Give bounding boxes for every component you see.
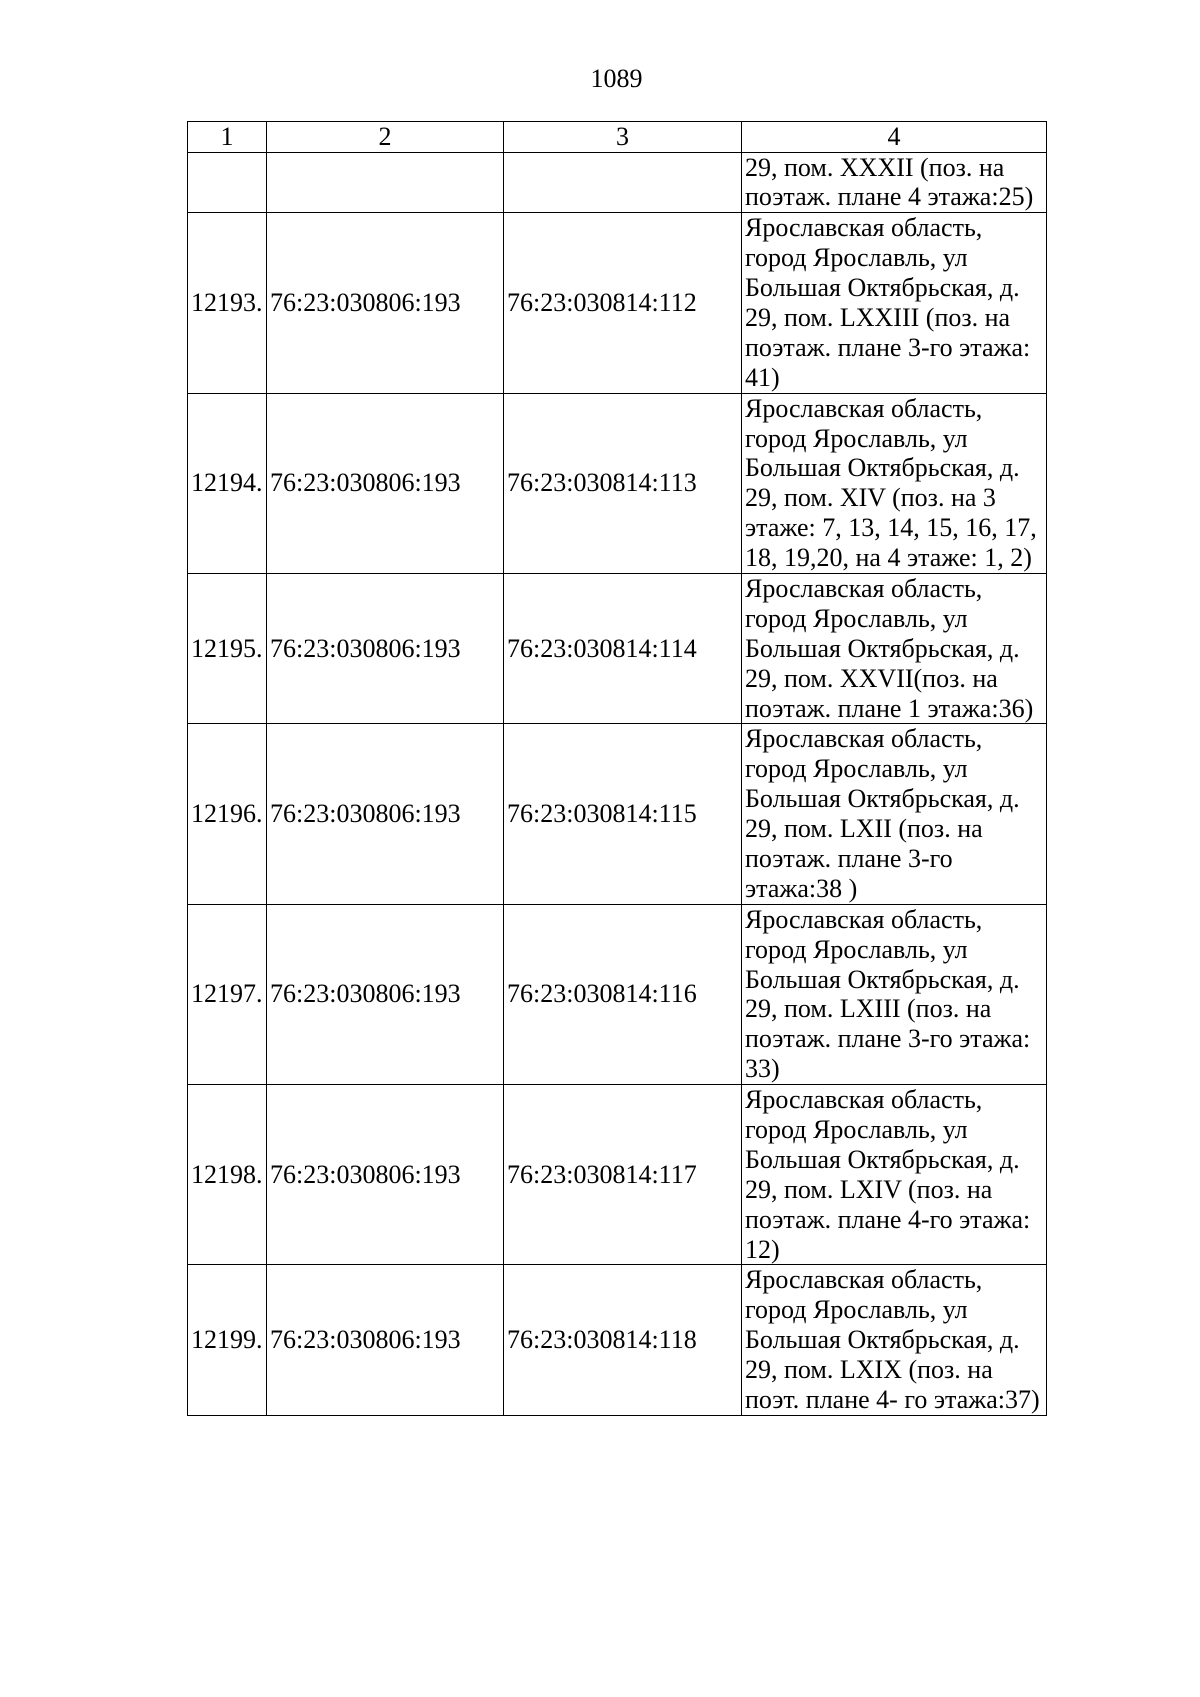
empty-cell	[188, 152, 267, 213]
address-cell	[742, 213, 1047, 393]
address-cell	[742, 152, 1047, 213]
building-cadastral-number: 76:23:030806:193	[267, 724, 504, 904]
building-cadastral-number: 76:23:030806:193	[267, 1265, 504, 1415]
table-row	[188, 1085, 1047, 1265]
table-row	[188, 393, 1047, 573]
address-line: город Ярославль, ул	[745, 603, 968, 633]
row-number: 12196.	[188, 724, 267, 904]
row-number: 12193.	[188, 213, 267, 393]
address-line: этажа:38 )	[745, 873, 858, 903]
address-line: поэтаж. плане 1 этажа:36)	[745, 693, 1034, 723]
table-row	[188, 904, 1047, 1084]
address-line: поэтаж. плане 3-го	[745, 843, 953, 873]
table-row	[188, 1265, 1047, 1415]
address-line: город Ярославль, ул	[745, 934, 968, 964]
building-cadastral-number: 76:23:030806:193	[267, 213, 504, 393]
address-line: поэт. плане 4- го этажа:37)	[745, 1385, 1040, 1415]
table-row	[188, 573, 1047, 723]
address-line: поэтаж. плане 4-го этажа:	[745, 1204, 1031, 1234]
address-line: Ярославская область,	[745, 1265, 983, 1295]
address-line: город Ярославль, ул	[745, 1115, 968, 1144]
address-line: 29, пом. XIV (поз. на 3	[745, 483, 996, 513]
column-header-3: 3	[504, 122, 742, 153]
address-line: Ярославская область,	[745, 1085, 983, 1115]
table-row	[188, 724, 1047, 904]
address-line: 29, пом. LXIII (поз. на	[745, 994, 992, 1024]
address-line: Большая Октябрьская, д.	[745, 273, 1020, 303]
row-number: 12199.	[188, 1265, 267, 1415]
address-line: 33)	[745, 1054, 780, 1084]
address-line: Большая Октябрьская, д.	[745, 964, 1020, 994]
address-line: Большая Октябрьская, д.	[745, 784, 1020, 814]
address-line: Ярославская область,	[745, 213, 983, 243]
address-line: 29, пом. XXXII (поз. на	[745, 152, 1005, 182]
building-cadastral-number: 76:23:030806:193	[267, 573, 504, 723]
building-cadastral-number: 76:23:030806:193	[267, 393, 504, 573]
row-number: 12195.	[188, 573, 267, 723]
address-line: Большая Октябрьская, д.	[745, 1144, 1020, 1174]
column-header-2: 2	[267, 122, 504, 153]
address-line: этаже: 7, 13, 14, 15, 16, 17,	[745, 513, 1037, 543]
premises-cadastral-number: 76:23:030814:118	[504, 1265, 742, 1415]
empty-cell	[267, 152, 504, 213]
address-line: поэтаж. плане 3-го этажа:	[745, 332, 1031, 362]
address-line: город Ярославль, ул	[745, 423, 968, 453]
address-line: Ярославская область,	[745, 393, 983, 423]
address-line: 29, пом. XXVII(поз. на	[745, 663, 998, 693]
address-line: город Ярославль, ул	[745, 1295, 968, 1325]
premises-cadastral-number: 76:23:030814:116	[504, 904, 742, 1084]
address-cell	[742, 724, 1047, 904]
row-number: 12194.	[188, 393, 267, 573]
address-line: Ярославская область,	[745, 573, 983, 603]
row-number: 12197.	[188, 904, 267, 1084]
premises-cadastral-number: 76:23:030814:115	[504, 724, 742, 904]
address-line: 18, 19,20, на 4 этаже: 1, 2)	[745, 543, 1032, 573]
premises-cadastral-number: 76:23:030814:113	[504, 393, 742, 573]
premises-cadastral-number: 76:23:030814:112	[504, 213, 742, 393]
address-line: Большая Октябрьская, д.	[745, 453, 1020, 483]
address-line: Ярославская область,	[745, 724, 983, 754]
address-line: 29, пом. LXII (поз. на	[745, 814, 983, 844]
premises-cadastral-number: 76:23:030814:117	[504, 1085, 742, 1265]
address-line: поэтаж. плане 3-го этажа:	[745, 1024, 1031, 1054]
address-cell	[742, 393, 1047, 573]
premises-cadastral-number: 76:23:030814:114	[504, 573, 742, 723]
address-cell	[742, 1085, 1047, 1265]
building-cadastral-number: 76:23:030806:193	[267, 1085, 504, 1265]
address-line: Большая Октябрьская, д.	[745, 1325, 1020, 1355]
address-line: 29, пом. LXIX (поз. на	[745, 1355, 993, 1385]
address-line: Ярославская область,	[745, 904, 983, 934]
address-line: город Ярославль, ул	[745, 754, 968, 784]
page-number: 1089	[590, 64, 643, 93]
row-number: 12198.	[188, 1085, 267, 1265]
header-row	[188, 122, 1047, 153]
address-line: 29, пом. LXIV (поз. на	[745, 1174, 993, 1204]
address-line: 12)	[745, 1234, 780, 1264]
empty-cell	[504, 152, 742, 213]
address-cell	[742, 573, 1047, 723]
address-line: город Ярославль, ул	[745, 243, 968, 273]
address-line: 41)	[745, 362, 780, 392]
address-line: поэтаж. плане 4 этажа:25)	[745, 182, 1034, 212]
column-header-1: 1	[188, 122, 267, 153]
address-line: 29, пом. LXXIII (поз. на	[745, 302, 1011, 332]
address-line: Большая Октябрьская, д.	[745, 633, 1020, 663]
table-row	[188, 213, 1047, 393]
building-cadastral-number: 76:23:030806:193	[267, 904, 504, 1084]
column-header-4: 4	[742, 122, 1047, 153]
table-row	[188, 152, 1047, 213]
address-cell	[742, 904, 1047, 1084]
cadastral-table	[187, 121, 1047, 1416]
address-cell	[742, 1265, 1047, 1415]
